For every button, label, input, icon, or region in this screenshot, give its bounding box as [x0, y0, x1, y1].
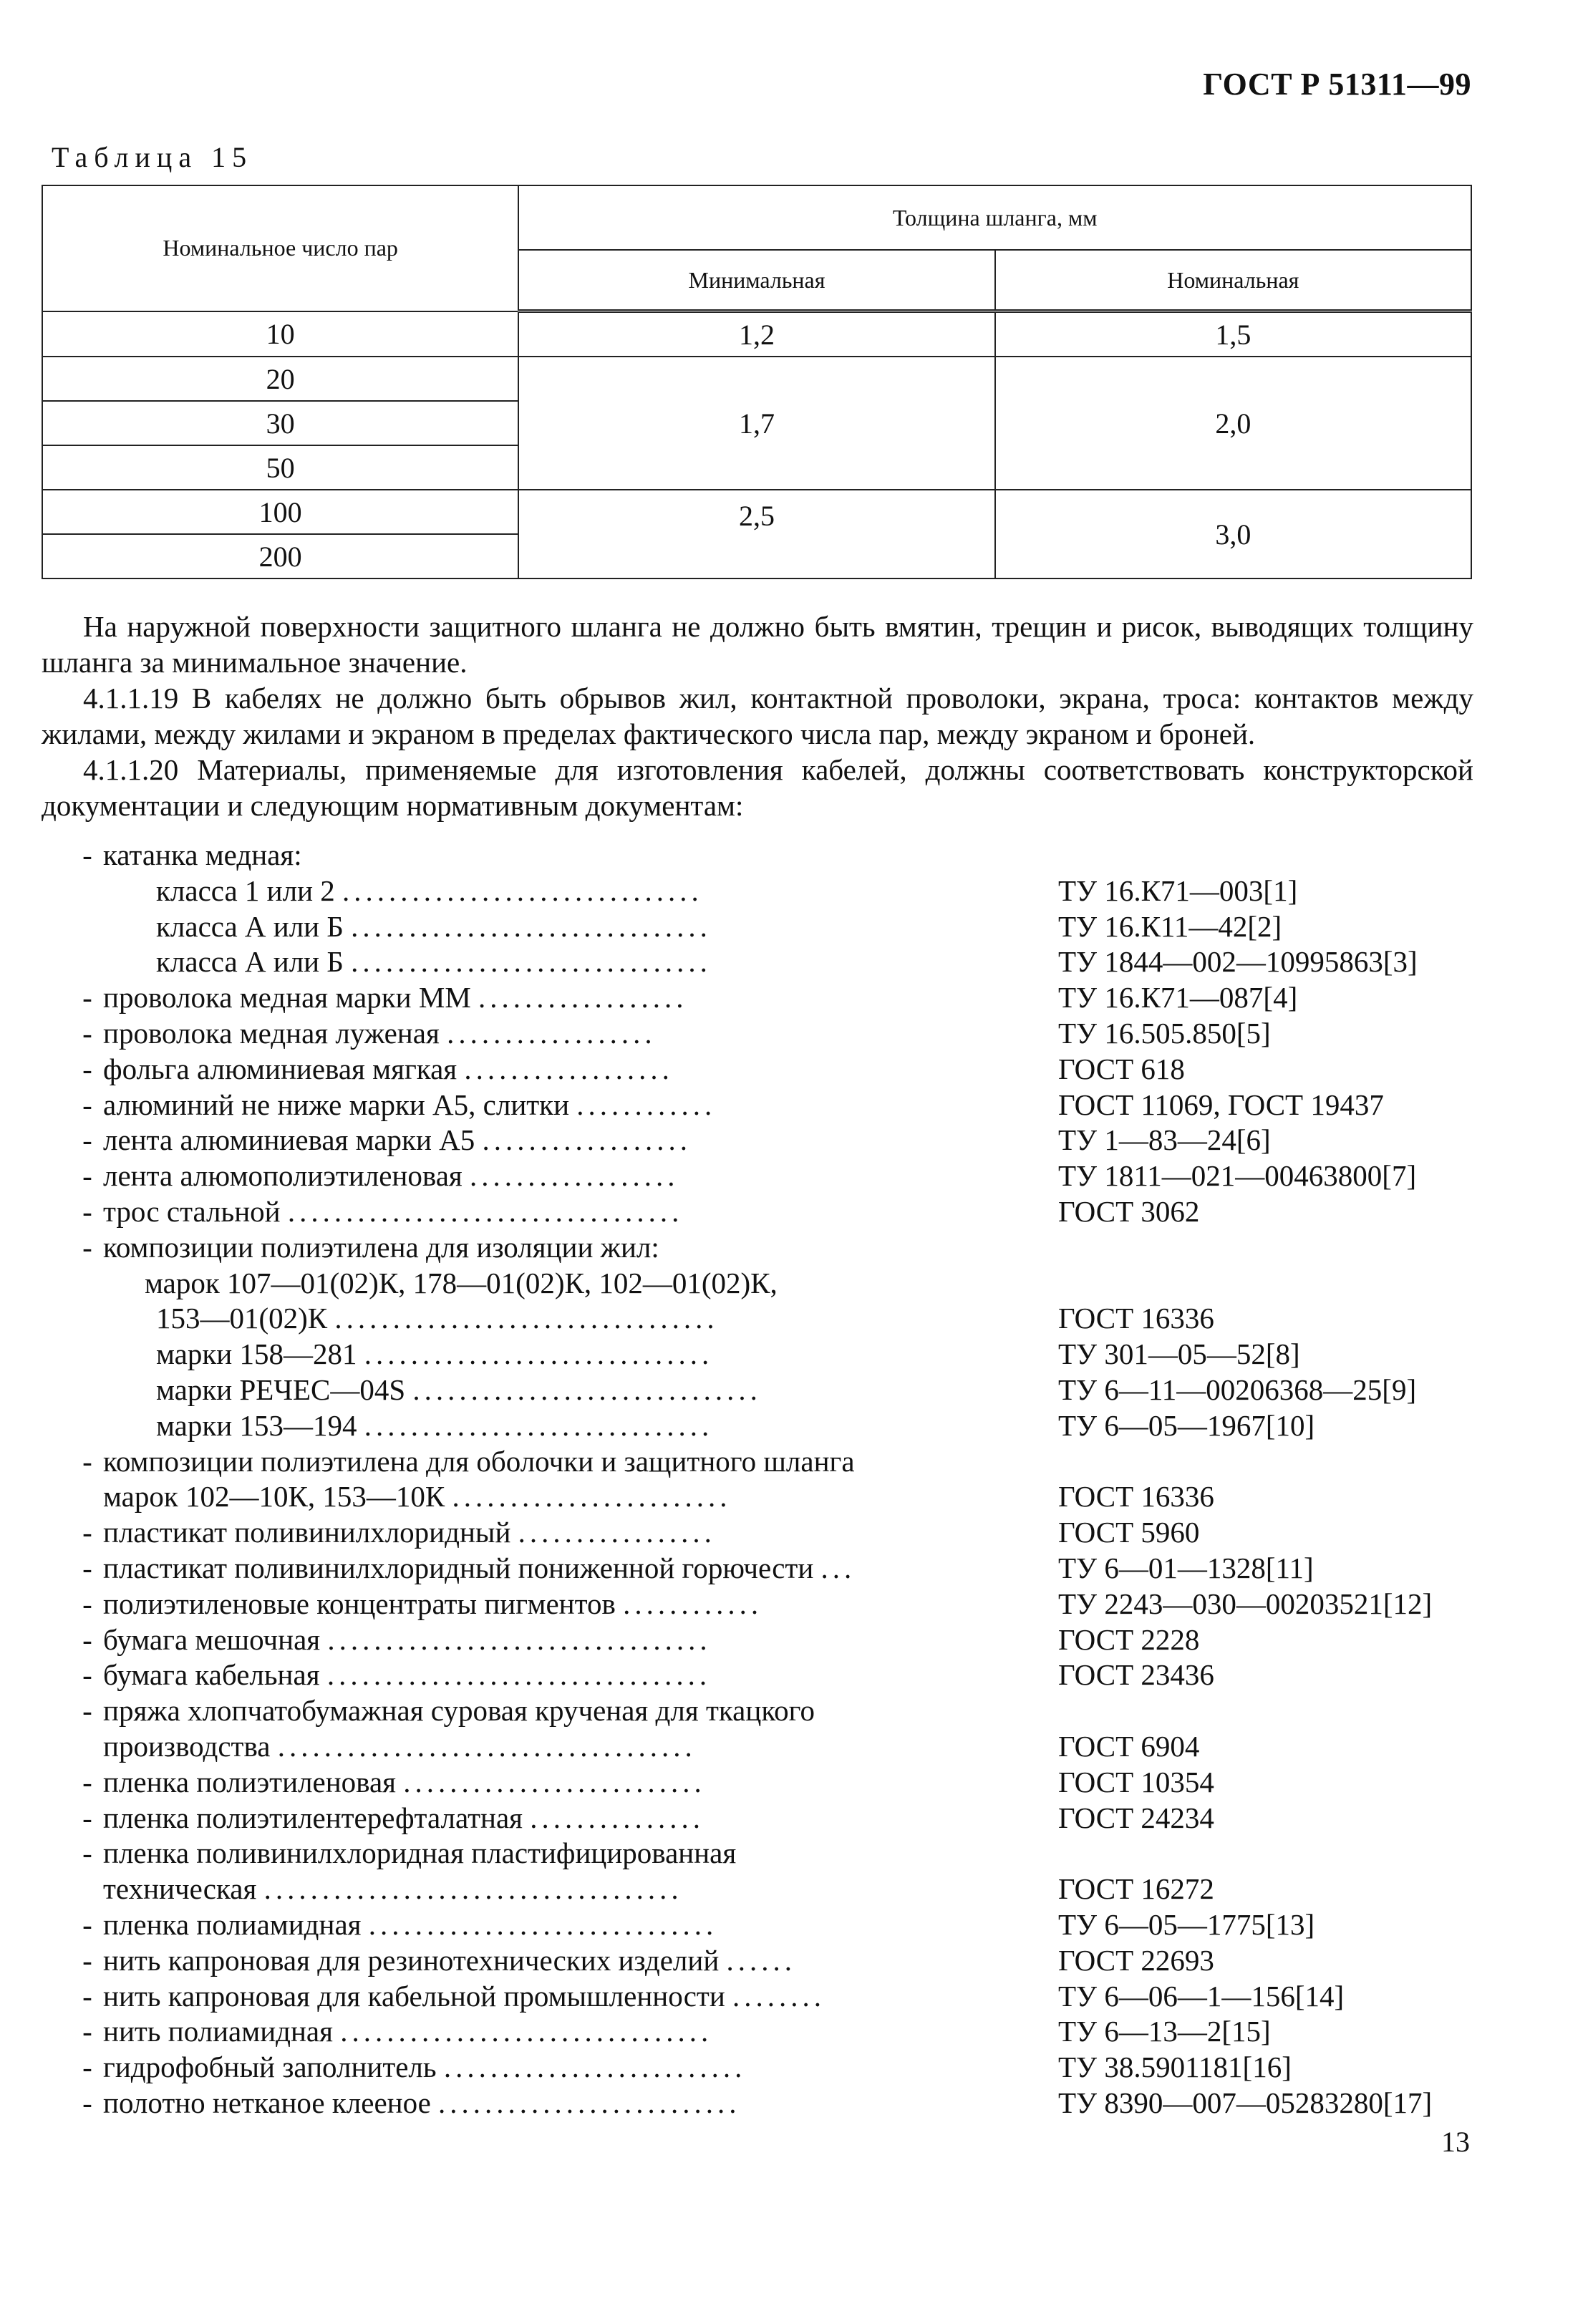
materials-list — [42, 838, 1495, 2121]
cell-min: 2,5 — [518, 490, 994, 578]
material-name — [103, 909, 1020, 944]
normative-document-ref: ГОСТ 5960 — [1058, 1516, 1200, 1549]
material-name — [103, 1408, 1020, 1443]
material-name — [103, 1801, 1020, 1835]
material-row — [42, 1372, 1495, 1408]
dot-leader: .............................. — [364, 1337, 714, 1371]
material-name — [103, 873, 1020, 908]
material-name — [103, 980, 1020, 1015]
material-name-text: нить капроновая для кабельной промышленности — [103, 1979, 725, 2013]
cell-pairs: 20 — [42, 357, 518, 401]
material-name — [103, 1907, 1020, 1942]
dot-leader: ................................. — [334, 1302, 719, 1335]
table-row — [42, 311, 1471, 357]
material-name-text: класса 1 или 2 — [156, 873, 335, 907]
material-row — [42, 1765, 1495, 1801]
material-name-text: класса А или Б — [156, 945, 344, 979]
list-dash: - — [82, 2015, 92, 2048]
dot-leader: ................................ — [340, 2015, 713, 2048]
list-dash: - — [82, 1587, 92, 1620]
dot-leader: .......................... — [438, 2086, 741, 2119]
list-dash: - — [82, 1551, 92, 1584]
list-dash: - — [82, 1123, 92, 1157]
list-dash: - — [82, 2051, 92, 2084]
dot-leader: .................. — [470, 1159, 679, 1193]
material-name-text: класса А или Б — [156, 909, 344, 943]
material-name-text: 153—01(02)К — [156, 1302, 328, 1335]
cell-pairs: 200 — [42, 534, 518, 578]
material-name — [103, 1729, 1020, 1763]
material-name-text: пластикат поливинилхлоридный — [103, 1516, 511, 1549]
material-name — [103, 1088, 1020, 1122]
dot-leader: ............................... — [342, 873, 703, 907]
material-name-text: пленка полиэтилентерефталатная — [103, 1801, 523, 1834]
body-text — [42, 609, 1473, 823]
material-name-text: полиэтиленовые концентраты пигментов — [103, 1587, 616, 1620]
material-name-text: техническая — [103, 1872, 257, 1906]
material-name — [103, 1123, 1020, 1157]
material-name — [103, 2050, 1020, 2084]
list-dash: - — [82, 1230, 92, 1264]
normative-document-ref: ГОСТ 24234 — [1058, 1801, 1214, 1834]
list-dash: - — [82, 838, 92, 871]
cell-min: 1,7 — [518, 357, 994, 490]
material-name-text: проволока медная марки ММ — [103, 981, 471, 1015]
material-row — [42, 1872, 1495, 1907]
material-row — [42, 1052, 1495, 1088]
list-dash: - — [82, 1907, 92, 1941]
material-row — [42, 1230, 1495, 1266]
normative-document-ref: ТУ 38.5901181[16] — [1058, 2051, 1292, 2084]
dot-leader: ............ — [623, 1587, 763, 1620]
list-dash: - — [82, 1159, 92, 1193]
dot-leader: .................................... — [277, 1729, 697, 1763]
cell-pairs: 100 — [42, 490, 518, 534]
material-name — [103, 1266, 1020, 1300]
normative-document-ref: ТУ 1811—021—00463800[7] — [1058, 1159, 1417, 1193]
hose-thickness-table — [42, 185, 1472, 579]
material-row — [42, 1622, 1495, 1658]
normative-document-ref: ТУ 16.505.850[5] — [1058, 1016, 1271, 1050]
header-hose-thickness: Толщина шланга, мм — [518, 185, 1471, 250]
material-name — [103, 944, 1020, 979]
material-row — [42, 1444, 1495, 1480]
material-name — [103, 1444, 1020, 1478]
material-row — [42, 1551, 1495, 1587]
material-name — [103, 838, 1020, 872]
paragraph-surface: На наружной поверхности защитного шланга не должно быть вмятин, трещин и рисок, выводящих толщину шланга за минимальное значение. — [42, 610, 1473, 679]
dot-leader: ............ — [576, 1088, 717, 1121]
list-dash: - — [82, 981, 92, 1015]
list-dash: - — [82, 1658, 92, 1692]
material-name-text: марок 102—10К, 153—10К — [103, 1480, 445, 1514]
normative-document-ref: ТУ 1844—002—10995863[3] — [1058, 945, 1418, 979]
material-row — [42, 909, 1495, 945]
normative-document-ref: ГОСТ 16336 — [1058, 1480, 1214, 1514]
header-minimum: Минимальная — [518, 250, 994, 311]
material-name-text: пленка полиамидная — [103, 1907, 362, 1941]
list-dash: - — [82, 1943, 92, 1977]
material-name — [103, 1657, 1020, 1692]
material-name-text: пленка поливинилхлоридная пластифицированная — [103, 1836, 737, 1870]
header-nominal-pairs: Номинальное число пар — [42, 185, 518, 311]
material-name — [103, 1158, 1020, 1193]
material-name — [103, 1479, 1020, 1514]
normative-document-ref: ГОСТ 11069, ГОСТ 19437 — [1058, 1088, 1384, 1121]
material-name-text: трос стальной — [103, 1194, 281, 1228]
dot-leader: .................................... — [263, 1872, 683, 1906]
material-row — [42, 944, 1495, 980]
normative-document-ref: ТУ 16.К71—003[1] — [1058, 873, 1298, 907]
dot-leader: .............................. — [412, 1372, 762, 1406]
normative-document-ref: ГОСТ 22693 — [1058, 1943, 1214, 1977]
normative-document-ref: ТУ 6—11—00206368—25[9] — [1058, 1372, 1417, 1406]
list-dash: - — [82, 2086, 92, 2119]
material-row — [42, 1979, 1495, 2015]
material-row — [42, 1801, 1495, 1836]
normative-document-ref: ГОСТ 3062 — [1058, 1194, 1200, 1228]
material-name-text: полотно нетканое клееное — [103, 2086, 431, 2119]
material-name — [103, 1372, 1020, 1407]
dot-leader: ........................ — [452, 1480, 732, 1514]
list-dash: - — [82, 1444, 92, 1478]
material-row — [42, 838, 1495, 873]
list-dash: - — [82, 1016, 92, 1050]
dot-leader: .......................... — [403, 1765, 706, 1798]
material-name — [103, 1872, 1020, 1906]
cell-nom: 3,0 — [995, 490, 1471, 578]
material-row — [42, 2050, 1495, 2086]
material-name-text: лента алюминиевая марки А5 — [103, 1123, 475, 1157]
material-row — [42, 1907, 1495, 1943]
dot-leader: .................. — [464, 1052, 674, 1085]
dot-leader: .............................. — [368, 1907, 718, 1941]
material-row — [42, 1016, 1495, 1052]
material-name-text: катанка медная: — [103, 838, 302, 871]
paragraph-4-1-1-19: 4.1.1.19 В кабелях не должно быть обрывов жил, контактной проволоки, экрана, троса: контактов между жилами, между жилами и экраном в пределах фактического числа пар, между экраном и броней. — [42, 682, 1473, 750]
material-row — [42, 1587, 1495, 1622]
material-row — [42, 1301, 1495, 1337]
material-name — [103, 2014, 1020, 2048]
material-name — [103, 1052, 1020, 1086]
material-row — [42, 1194, 1495, 1230]
material-row — [42, 1123, 1495, 1158]
material-name-text: композиции полиэтилена для оболочки и защитного шланга — [103, 1444, 855, 1478]
material-row — [42, 2014, 1495, 2050]
material-row — [42, 1729, 1495, 1765]
material-name-text: нить капроновая для резинотехнических изделий — [103, 1943, 720, 1977]
table-row — [42, 357, 1471, 401]
material-name-text: пряжа хлопчатобумажная суровая крученая для ткацкого — [103, 1694, 815, 1728]
material-name — [103, 1836, 1020, 1870]
normative-document-ref: ТУ 16.К11—42[2] — [1058, 909, 1282, 943]
dot-leader: ........ — [732, 1979, 826, 2013]
material-name-text: производства — [103, 1729, 271, 1763]
material-row — [42, 1088, 1495, 1123]
normative-document-ref: ГОСТ 2228 — [1058, 1622, 1200, 1656]
header-nominal: Номинальная — [995, 250, 1471, 311]
material-name-text: алюминий не ниже марки А5, слитки — [103, 1088, 570, 1121]
normative-document-ref: ТУ 6—13—2[15] — [1058, 2015, 1271, 2048]
material-row — [42, 1836, 1495, 1872]
dot-leader: ............................... — [351, 909, 712, 943]
normative-document-ref: ГОСТ 16272 — [1058, 1872, 1214, 1906]
table-row — [42, 490, 1471, 534]
list-dash: - — [82, 1836, 92, 1870]
material-name-text: марки 158—281 — [156, 1337, 357, 1371]
material-name — [103, 1016, 1020, 1050]
dot-leader: .................................. — [287, 1194, 684, 1228]
material-name — [103, 1765, 1020, 1799]
normative-document-ref: ГОСТ 16336 — [1058, 1302, 1214, 1335]
material-row — [42, 2086, 1495, 2121]
material-name-text: фольга алюминиевая мягкая — [103, 1052, 457, 1085]
dot-leader: ............................... — [351, 945, 712, 979]
material-name-text: композиции полиэтилена для изоляции жил: — [103, 1230, 659, 1264]
cell-nom: 2,0 — [995, 357, 1471, 490]
list-dash: - — [82, 1516, 92, 1549]
material-name-text: бумага мешочная — [103, 1622, 321, 1656]
material-row — [42, 1657, 1495, 1693]
material-name-text: пластикат поливинилхлоридный пониженной горючести — [103, 1551, 814, 1584]
list-dash: - — [82, 1088, 92, 1121]
normative-document-ref: ТУ 6—06—1—156[14] — [1058, 1979, 1345, 2013]
material-row — [42, 1515, 1495, 1551]
material-row — [42, 1158, 1495, 1194]
material-name — [103, 1622, 1020, 1657]
material-name-text: пленка полиэтиленовая — [103, 1765, 397, 1798]
list-dash: - — [82, 1194, 92, 1228]
dot-leader: ................. — [518, 1516, 716, 1549]
cell-pairs: 30 — [42, 401, 518, 445]
dot-leader: .................. — [482, 1123, 692, 1157]
dot-leader: ...... — [726, 1943, 797, 1977]
material-name-text: лента алюмополиэтиленовая — [103, 1159, 463, 1193]
material-name — [103, 1194, 1020, 1229]
cell-nom: 1,5 — [995, 311, 1471, 357]
material-name — [103, 1337, 1020, 1371]
paragraph-4-1-1-20: 4.1.1.20 Материалы, применяемые для изготовления кабелей, должны соответствовать конструкторской документации и следующим нормативным документам: — [42, 753, 1473, 822]
dot-leader: ... — [820, 1551, 856, 1584]
normative-document-ref: ГОСТ 6904 — [1058, 1729, 1200, 1763]
material-row — [42, 1337, 1495, 1372]
material-name — [103, 1230, 1020, 1264]
material-name — [103, 1301, 1020, 1335]
list-dash: - — [82, 1622, 92, 1656]
normative-document-ref: ТУ 1—83—24[6] — [1058, 1123, 1271, 1157]
list-dash: - — [82, 1052, 92, 1085]
material-name — [103, 1943, 1020, 1977]
cell-pairs: 10 — [42, 311, 518, 357]
normative-document-ref: ГОСТ 23436 — [1058, 1658, 1214, 1692]
normative-document-ref: ГОСТ 10354 — [1058, 1765, 1214, 1798]
dot-leader: ................................. — [327, 1622, 712, 1656]
list-dash: - — [82, 1694, 92, 1728]
material-name-text: проволока медная луженая — [103, 1016, 440, 1050]
material-row — [42, 873, 1495, 909]
dot-leader: .......................... — [443, 2051, 747, 2084]
material-name-text: марки РЕЧЕС—04S — [156, 1372, 406, 1406]
material-name — [103, 1979, 1020, 2013]
material-name — [103, 1587, 1020, 1621]
list-dash: - — [82, 1801, 92, 1834]
material-row — [42, 1693, 1495, 1729]
material-name-text: марок 107—01(02)К, 178—01(02)К, 102—01(02)К, — [145, 1266, 778, 1299]
normative-document-ref: ТУ 6—05—1967[10] — [1058, 1408, 1315, 1442]
page-number: 13 — [1441, 2126, 1470, 2158]
material-name — [103, 1551, 1020, 1585]
normative-document-ref: ГОСТ 618 — [1058, 1052, 1185, 1085]
dot-leader: .............................. — [364, 1408, 714, 1442]
list-dash: - — [82, 1765, 92, 1798]
material-row — [42, 1943, 1495, 1979]
material-name-text: гидрофобный заполнитель — [103, 2051, 437, 2084]
material-name-text: бумага кабельная — [103, 1658, 320, 1692]
material-row — [42, 1408, 1495, 1444]
normative-document-ref: ТУ 6—01—1328[11] — [1058, 1551, 1314, 1584]
normative-document-ref: ТУ 301—05—52[8] — [1058, 1337, 1300, 1371]
normative-document-ref: ТУ 8390—007—05283280[17] — [1058, 2086, 1433, 2119]
dot-leader: ................................. — [326, 1658, 712, 1692]
material-row — [42, 1266, 1495, 1302]
material-name — [103, 2086, 1020, 2120]
dot-leader: .................. — [478, 981, 688, 1015]
dot-leader: .................. — [447, 1016, 657, 1050]
material-name-text: нить полиамидная — [103, 2015, 333, 2048]
material-row — [42, 980, 1495, 1016]
cell-pairs: 50 — [42, 445, 518, 490]
table-caption: Таблица 15 — [52, 141, 253, 173]
normative-document-ref: ТУ 16.К71—087[4] — [1058, 981, 1298, 1015]
material-name — [103, 1693, 1020, 1728]
document-number: ГОСТ Р 51311—99 — [1203, 67, 1471, 102]
normative-document-ref: ТУ 2243—030—00203521[12] — [1058, 1587, 1433, 1620]
normative-document-ref: ТУ 6—05—1775[13] — [1058, 1907, 1315, 1941]
cell-min: 1,2 — [518, 311, 994, 357]
material-name — [103, 1515, 1020, 1549]
list-dash: - — [82, 1979, 92, 2013]
material-row — [42, 1479, 1495, 1515]
material-name-text: марки 153—194 — [156, 1408, 357, 1442]
dot-leader: ............... — [530, 1801, 705, 1834]
